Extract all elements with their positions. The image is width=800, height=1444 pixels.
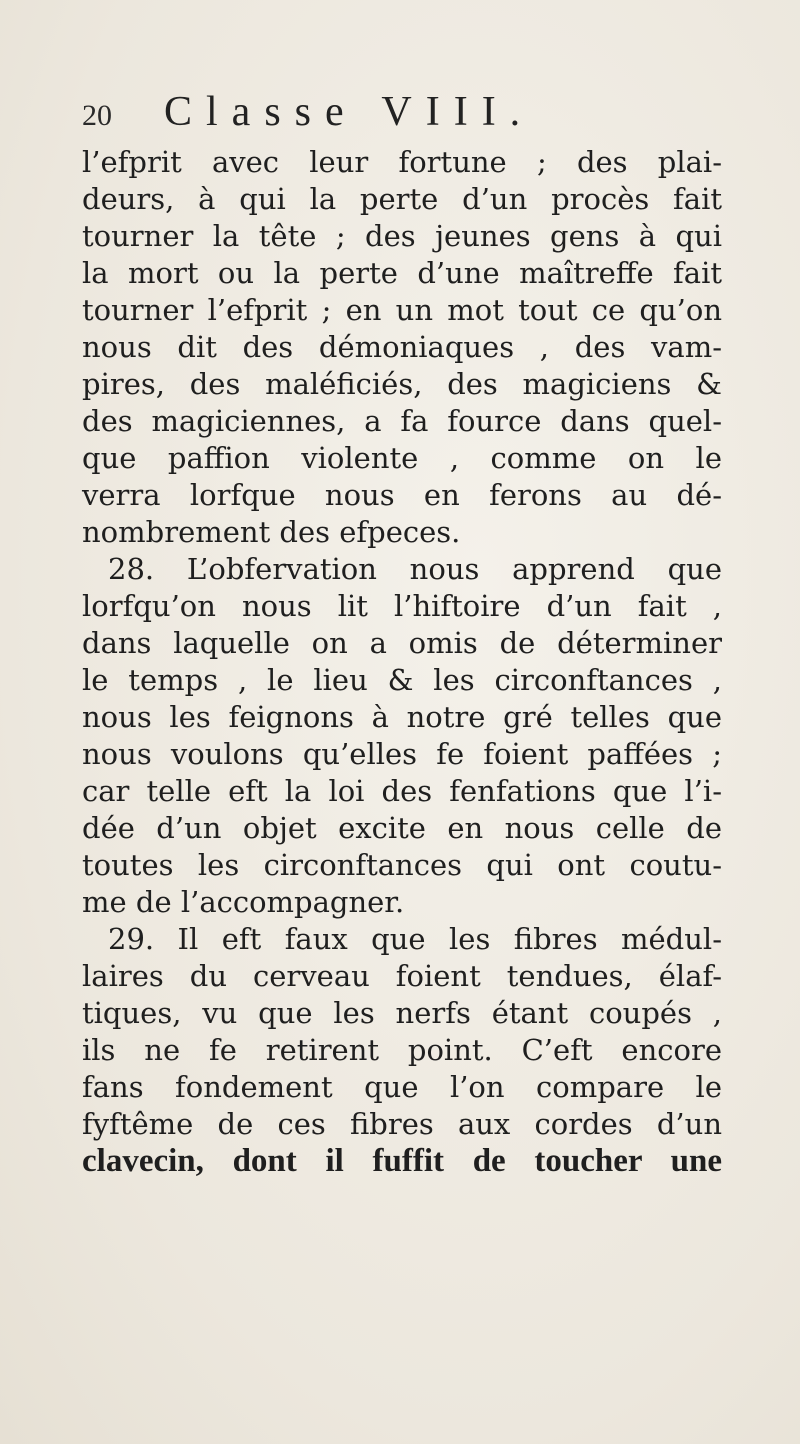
text-line: verra lorfque nous en ferons au dé- [82, 478, 722, 512]
section-title: Classe VIII. [164, 89, 535, 135]
text-line: toutes les circonftances qui ont coutu- [82, 848, 722, 882]
text-line: le temps , le lieu & les circonftances , [82, 663, 722, 697]
text-line: car telle eft la loi des fenfations que l’i- [82, 774, 722, 808]
running-head [82, 88, 722, 138]
text-line: fans fondement que l’on compare le [82, 1070, 722, 1104]
paragraph-28-start: 28. L’obfervation nous apprend que [108, 552, 722, 586]
text-line: tourner l’efprit ; en un mot tout ce qu’on [82, 293, 722, 327]
text-line: me de l’accompagner. [82, 885, 405, 919]
page-number: 20 [82, 99, 112, 132]
paragraph-29-start: 29. Il eft faux que les fibres médul- [108, 922, 722, 956]
text-line: nous dit des démoniaques , des vam- [82, 330, 722, 364]
text-line: clavecin, dont il fuffit de toucher une [82, 1143, 722, 1179]
text-line: ils ne fe retirent point. C’eft encore [82, 1033, 722, 1067]
text-line: que paffion violente , comme on le [82, 441, 722, 475]
body-text [82, 144, 722, 1180]
text-line: nous voulons qu’elles fe foient paffées ; [82, 737, 722, 771]
text-line: dée d’un objet excite en nous celle de [82, 811, 722, 845]
text-line: fyftême de ces fibres aux cordes d’un [82, 1107, 722, 1141]
text-line: deurs, à qui la perte d’un procès fait [82, 182, 722, 216]
text-line: l’efprit avec leur fortune ; des plai- [82, 145, 722, 179]
text-line: laires du cerveau foient tendues, élaf- [82, 959, 722, 993]
text-line: nombrement des efpeces. [82, 515, 461, 549]
text-line: des magiciennes, a fa fource dans quel- [82, 404, 722, 438]
text-line: dans laquelle on a omis de déterminer [82, 626, 722, 660]
text-line: pires, des maléficiés, des magiciens & [82, 367, 722, 401]
text-line: la mort ou la perte d’une maîtreffe fait [82, 256, 722, 290]
text-line: tiques, vu que les nerfs étant coupés , [82, 996, 722, 1030]
text-line: lorfqu’on nous lit l’hiftoire d’un fait , [82, 589, 722, 623]
text-line: nous les feignons à notre gré telles que [82, 700, 722, 734]
text-line: tourner la tête ; des jeunes gens à qui [82, 219, 722, 253]
